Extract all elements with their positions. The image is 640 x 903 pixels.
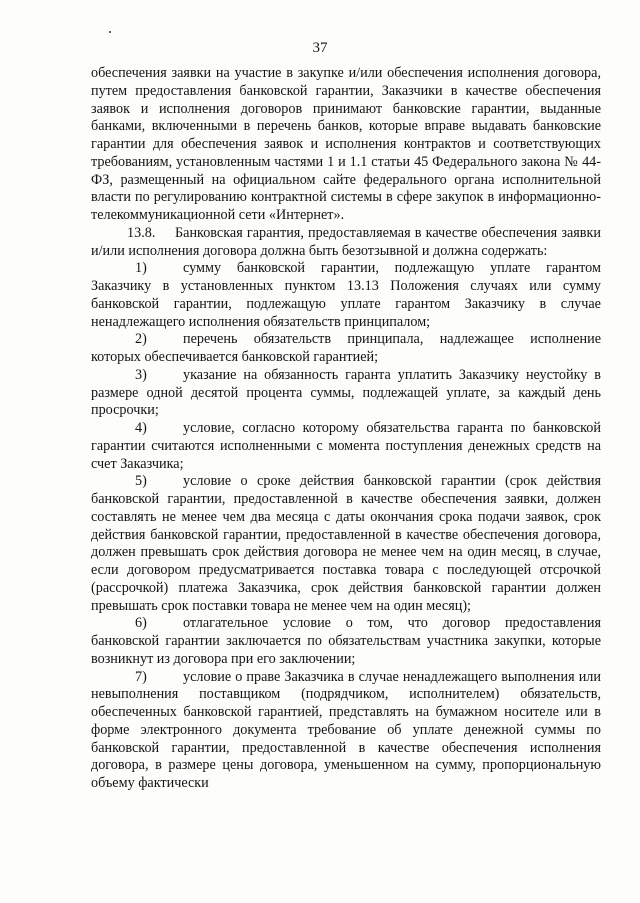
list-item [91, 367, 601, 420]
list-item-number: 1) [135, 260, 147, 277]
list-item [91, 473, 601, 615]
paragraph-continuation: обеспечения заявки на участие в закупке и/или обеспечения исполнения договора, путем предоставления банковской гарантии, Заказчики в качестве обеспечения заявок и исполнения договоров принимают банковские гарантии, выданные банками, включенными в перечень банков, которые вправе выдавать банковские гарантии для обеспечения заявок и исполнения контрактов и соответствующих требованиям, установленным частями 1 и 1.1 статьи 45 Федерального закона № 44-ФЗ, размещенный на официальном сайте федерального органа исполнительной власти по регулированию контрактной системы в сфере закупок в информационно-телекоммуникационной сети «Интернет». [91, 65, 601, 223]
list-item-number: 7) [135, 668, 147, 685]
list-item-text: условие о праве Заказчика в случае ненадлежащего выполнения или невыполнения поставщиком (подрядчиком, исполнителем) обязательств, обеспеченных банковской гарантией, представлять на бумажном носителе или в форме электронного документа требование об уплате денежной суммы по банковской гарантии, предоставленной в качестве обеспечения исполнения договора, в размере цены договора, уменьшенном на сумму, пропорциональную объему фактически [91, 668, 601, 791]
list-item-text: указание на обязанность гаранта уплатить Заказчику неустойку в размере одной десятой процента суммы, подлежащей уплате, за каждый день просрочки; [91, 366, 601, 419]
list-item-number: 6) [135, 615, 147, 632]
list-item-number: 5) [135, 473, 147, 490]
clause-13-8 [91, 225, 601, 261]
list-item-number: 4) [135, 420, 147, 436]
scan-speck [109, 31, 111, 33]
list-item-text: перечень обязательств принципала, надлежащее исполнение которых обеспечивается банковской гарантией; [91, 331, 601, 365]
list-item [91, 331, 601, 367]
list-item-text: сумму банковской гарантии, подлежащую уплате гарантом Заказчику в установленных пунктом 13.13 Положения случаях или сумму банковской гарантии, подлежащую уплате гарантом Заказчику в случае ненадлежащего исполнения обязательств принципалом; [91, 260, 601, 330]
list-item-text: условие о сроке действия банковской гарантии (срок действия банковской гарантии, предоставленной в качестве обеспечения заявки, должен составлять не менее чем два месяца с даты окончания срока подачи заявок, срок действия банковской гарантии, предоставленной в качестве обеспечения договора, должен превышать срок действия договора не менее чем на один месяц, в случае, если договором предусматривается поставка товара с последующей отсрочкой (рассрочкой) платежа Заказчика, срок действия банковской гарантии должен превышать срок поставки товара не менее чем на один месяц); [91, 473, 601, 614]
list-item [91, 420, 601, 473]
list-item-text: условие, согласно которому обязательства гаранта по банковской гарантии считаются исполненными с момента поступления денежных средств на счет Заказчика; [91, 420, 601, 472]
document-body [91, 65, 601, 793]
clause-number: 13.8. [127, 224, 156, 241]
list-item-number: 2) [135, 331, 147, 348]
list-item [91, 615, 601, 668]
page-number: 37 [312, 40, 328, 56]
list-item-text: отлагательное условие о том, что договор предоставления банковской гарантии заключается по обязательствам участника закупки, которые возникнут из договора при его заключении; [91, 615, 601, 667]
list-item [91, 260, 601, 331]
clause-text: Банковская гарантия, предоставляемая в качестве обеспечения заявки и/или исполнения договора должна быть безотзывной и должна содержать: [91, 224, 601, 259]
list-item-number: 3) [135, 366, 147, 383]
list-item [91, 669, 601, 793]
